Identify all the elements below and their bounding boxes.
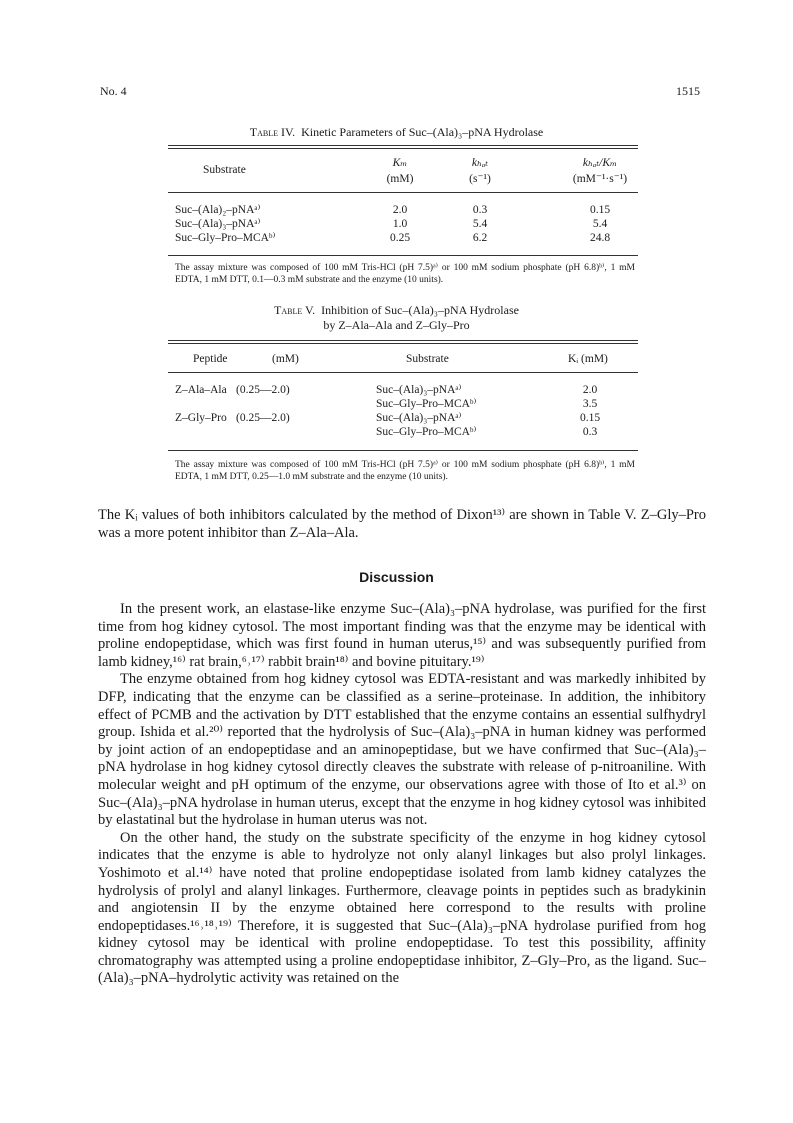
table5-row-substrate: Suc–(Ala)₃–pNAᵃ⁾	[376, 412, 462, 424]
table5-row-ki: 3.5	[582, 398, 598, 410]
table5-label: Table V.	[274, 303, 316, 317]
table4-row-kcat: 0.3	[472, 204, 488, 216]
table5-header-peptide: Peptide	[193, 353, 228, 365]
table4-title: Kinetic Parameters of Suc–(Ala)₃–pNA Hydrolase	[301, 125, 544, 139]
table5-header-ki: Kᵢ (mM)	[568, 353, 608, 365]
table5-row-substrate: Suc–Gly–Pro–MCAᵇ⁾	[376, 398, 477, 410]
table4-row-substrate: Suc–(Ala)₃–pNAᵃ⁾	[175, 218, 261, 230]
table5-caption	[0, 303, 793, 318]
table4-row-kcat: 5.4	[472, 218, 488, 230]
table5-header-rule	[168, 372, 638, 373]
table4-header-substrate: Substrate	[203, 164, 246, 176]
table4-header-km-unit: (mM)	[386, 173, 414, 185]
table4-header-km: Kₘ	[392, 157, 408, 169]
table4-label: Table IV.	[249, 125, 296, 139]
table4-header-rule	[168, 192, 638, 193]
table4-row-km: 2.0	[392, 204, 408, 216]
table5-title-line2: by Z–Ala–Ala and Z–Gly–Pro	[323, 318, 470, 332]
table4-top-rule-2	[168, 148, 638, 149]
table4-bottom-rule	[168, 255, 638, 256]
table4-row-substrate: Suc–Gly–Pro–MCAᵇ⁾	[175, 232, 276, 244]
table4-row-km: 1.0	[392, 218, 408, 230]
table4-row-ratio: 0.15	[589, 204, 611, 216]
table5-row-substrate: Suc–(Ala)₃–pNAᵃ⁾	[376, 384, 462, 396]
table4-header-ratio: kₕₐₜ/Kₘ	[582, 157, 618, 169]
page-number: 1515	[676, 84, 700, 98]
table5-header-substrate: Substrate	[406, 353, 449, 365]
table4-row-ratio: 5.4	[592, 218, 608, 230]
table4-header-ratio-unit: (mM⁻¹·s⁻¹)	[572, 173, 628, 185]
table5-row-peptide: Z–Ala–Ala	[175, 384, 227, 396]
table4-top-rule	[168, 145, 638, 146]
intro-paragraph: The Kᵢ values of both inhibitors calculated by the method of Dixon¹³⁾ are shown in Table V. Z–Gly–Pro was a more potent inhibitor than Z–Ala–Ala.	[98, 507, 706, 541]
table4-row-km: 0.25	[389, 232, 411, 244]
table5-row-substrate: Suc–Gly–Pro–MCAᵇ⁾	[376, 426, 477, 438]
table5-row-conc: (0.25—2.0)	[236, 384, 290, 396]
table5-row-ki: 0.15	[579, 412, 601, 424]
table5-top-rule-2	[168, 343, 638, 344]
journal-issue-number: No. 4	[100, 84, 127, 98]
table5-row-ki: 2.0	[582, 384, 598, 396]
table5-title-line1: Inhibition of Suc–(Ala)₃–pNA Hydrolase	[321, 303, 519, 317]
discussion-body	[98, 601, 706, 988]
discussion-heading: Discussion	[359, 569, 434, 585]
table4-row-substrate: Suc–(Ala)₂–pNAᵃ⁾	[175, 204, 261, 216]
table5-row-ki: 0.3	[582, 426, 598, 438]
table5-footnote: The assay mixture was composed of 100 mM Tris-HCl (pH 7.5)ᵃ⁾ or 100 mM sodium phosphate (pH 6.8)ᵇ⁾, 1 mM EDTA, 1 mM DTT, 0.25—1.0 mM substrate and the enzyme (10 units).	[175, 460, 635, 482]
table4-footnote: The assay mixture was composed of 100 mM Tris-HCl (pH 7.5)ᵃ⁾ or 100 mM sodium phosphate (pH 6.8)ᵇ⁾, 1 mM EDTA, 1 mM DTT, 0.1—0.3 mM substrate and the enzyme (10 units).	[175, 263, 635, 285]
table5-row-peptide: Z–Gly–Pro	[175, 412, 227, 424]
table4-row-kcat: 6.2	[472, 232, 488, 244]
table5-top-rule	[168, 340, 638, 341]
table4-caption	[0, 125, 793, 140]
discussion-paragraph-2: The enzyme obtained from hog kidney cytosol was EDTA-resistant and was markedly inhibited by DFP, indicating that the enzyme can be classified as a serine–proteinase. In addition, the inhibitory effect of PCMB and the activation by DTT established that the enzyme contains an essential sulfhydryl group. Ishida et al.²⁰⁾ reported that the hydrolysis of Suc–(Ala)₃–pNA in human kidney was performed by joint action of an endopeptidase and an aminopeptidase, but we have confirmed that Suc–(Ala)₃–pNA hydrolase in hog kidney cytosol directly cleaves the substrate with release of p-nitroaniline. With molecular weight and pH optimum of the enzyme, our observations agree with those of Ito et al.³⁾ on Suc–(Ala)₃–pNA hydrolase in human uterus, except that the enzyme in hog kidney cytosol was inhibited by elastatinal but the hydrolase in human uterus was not.	[98, 671, 706, 829]
discussion-paragraph-3: On the other hand, the study on the substrate specificity of the enzyme in hog kidney cytosol indicates that the enzyme is able to hydrolyze not only alanyl linkages but also prolyl linkages. Yoshimoto et al.¹⁴⁾ have noted that proline endopeptidase isolated from lamb kidney catalyzes the hydrolysis of prolyl and alanyl linkages. Furthermore, cleavage points in peptides such as bradykinin and angiotensin II by the enzyme obtained here correspond to the results with proline endopeptidases.¹⁶˒¹⁸˒¹⁹⁾ Therefore, it is suggested that Suc–(Ala)₃–pNA hydrolase purified from hog kidney cytosol may be identical with proline endopeptidase. To test this possibility, affinity chromatography was attempted using a proline endopeptidase inhibitor, Z–Gly–Pro, as the ligand. Suc–(Ala)₃–pNA–hydrolytic activity was retained on the	[98, 829, 706, 987]
discussion-paragraph-1: In the present work, an elastase-like enzyme Suc–(Ala)₃–pNA hydrolase, was purified for the first time from hog kidney cytosol. The most important finding was that the enzyme may be identical with proline endopeptidase, which was first found in human uterus,¹⁵⁾ and was subsequently purified from lamb kidney,¹⁶⁾ rat brain,⁶˒¹⁷⁾ rabbit brain¹⁸⁾ and bovine pituitary.¹⁹⁾	[98, 601, 706, 670]
table5-bottom-rule	[168, 450, 638, 451]
table4-header-kcat: kₕₐₜ	[471, 157, 489, 169]
table4-row-ratio: 24.8	[589, 232, 611, 244]
table5-header-conc: (mM)	[272, 353, 299, 365]
table5-row-conc: (0.25—2.0)	[236, 412, 290, 424]
table4-header-kcat-unit: (s⁻¹)	[469, 173, 491, 185]
